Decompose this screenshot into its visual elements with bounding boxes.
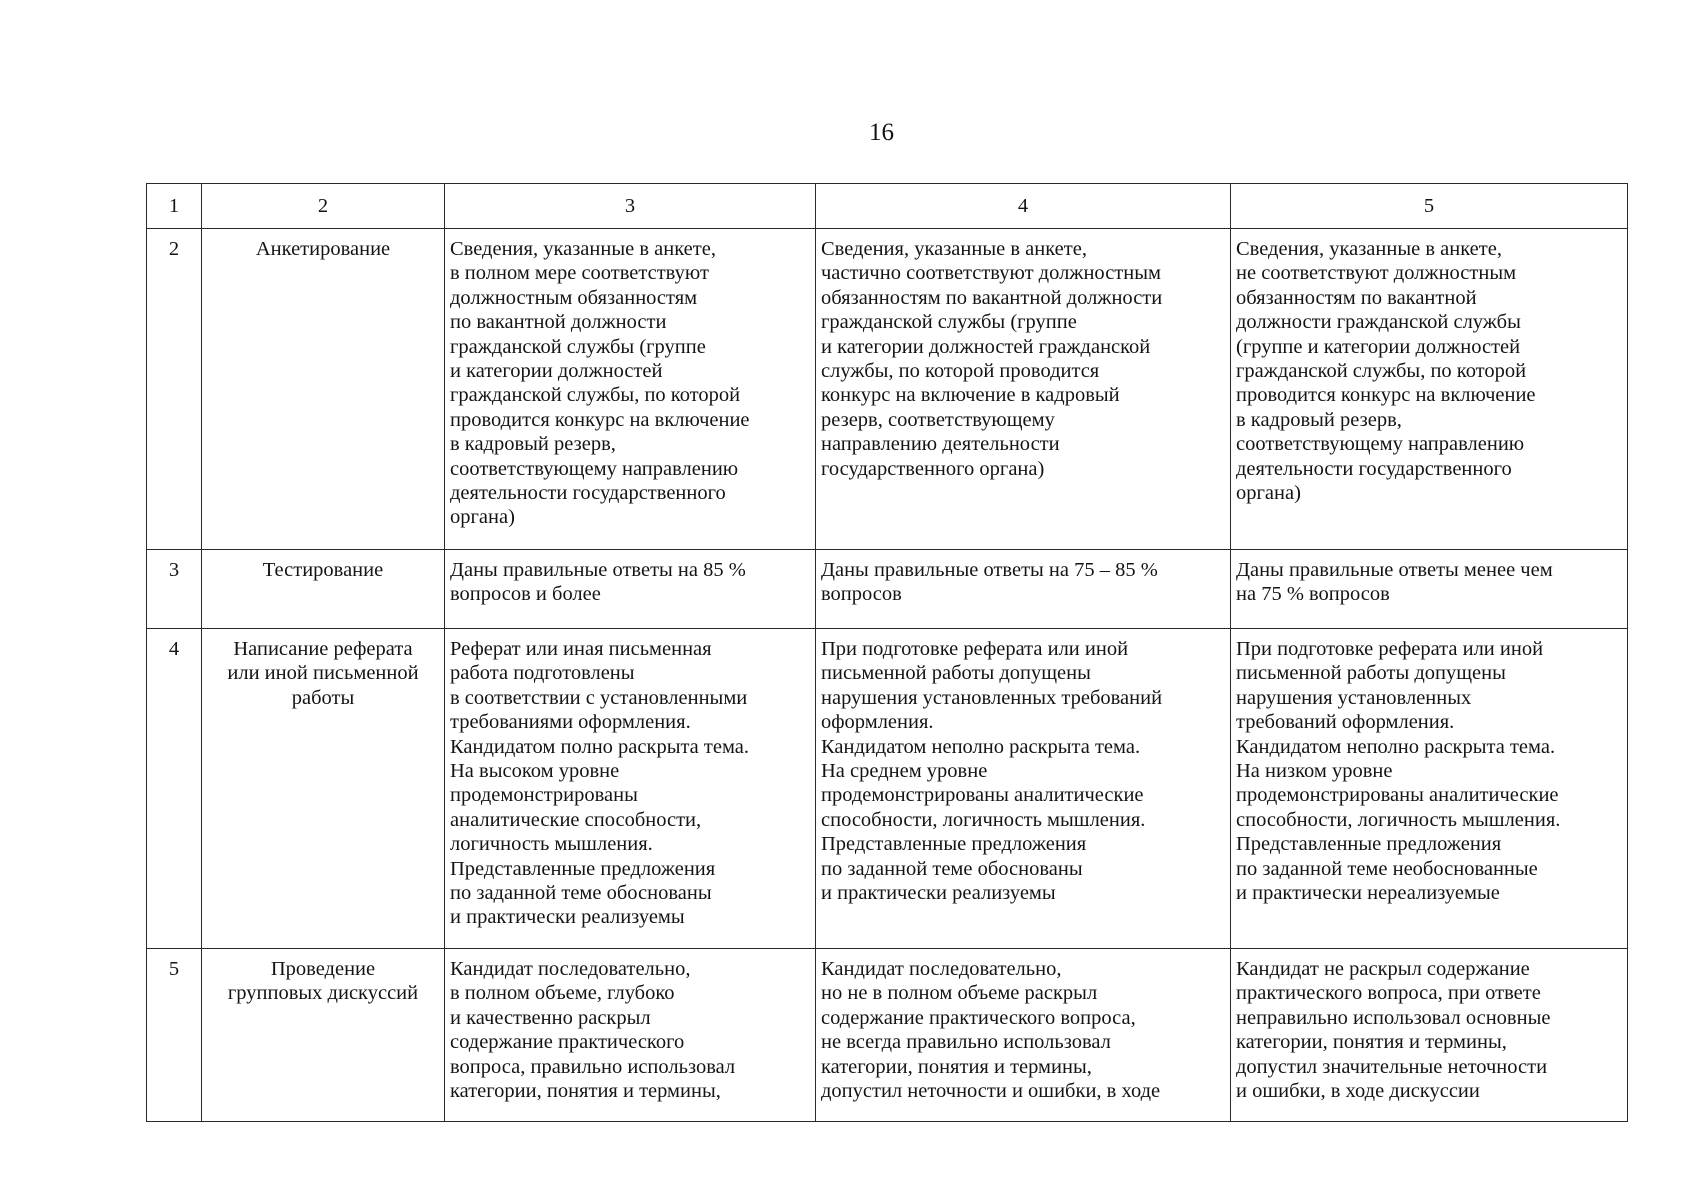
evaluation-criteria-table [146, 183, 1628, 1122]
header-cell-2: 2 [202, 184, 445, 229]
method-name: Проведение групповых дискуссий [202, 949, 445, 1122]
table-row [147, 629, 1628, 949]
criterion-high: Сведения, указанные в анкете, в полном мере соответствуют должностным обязанностям по вакантной должности гражданской службы (группе и категории должностей гражданской службы, по которой проводится конкурс на включение в кадровый резерв, соответствующему направлению деятельности государственного органа) [445, 229, 816, 550]
criterion-low: Кандидат не раскрыл содержание практического вопроса, при ответе неправильно использовал основные категории, понятия и термины, допустил значительные неточности и ошибки, в ходе дискуссии [1231, 949, 1628, 1122]
method-name: Тестирование [202, 550, 445, 629]
criterion-high: Реферат или иная письменная работа подготовлены в соответствии с установленными требованиями оформления. Кандидатом полно раскрыта тема. На высоком уровне продемонстрированы аналитические способности, логичность мышления. Представленные предложения по заданной теме обоснованы и практически реализуемы [445, 629, 816, 949]
criterion-low: При подготовке реферата или иной письменной работы допущены нарушения установленных требований оформления. Кандидатом неполно раскрыта тема. На низком уровне продемонстрированы аналитические способности, логичность мышления. Представленные предложения по заданной теме необоснованные и практически нереализуемые [1231, 629, 1628, 949]
page-number: 16 [869, 119, 894, 146]
criterion-medium: Сведения, указанные в анкете, частично соответствуют должностным обязанностям по вакантной должности гражданской службы (группе и категории должностей гражданской службы, по которой проводится конкурс на включение в кадровый резерв, соответствующему направлению деятельности государственного органа) [816, 229, 1231, 550]
table-row [147, 229, 1628, 550]
criterion-high: Кандидат последовательно, в полном объеме, глубоко и качественно раскрыл содержание практического вопроса, правильно использовал категории, понятия и термины, [445, 949, 816, 1122]
method-name: Анкетирование [202, 229, 445, 550]
criterion-low: Сведения, указанные в анкете, не соответствуют должностным обязанностям по вакантной должности гражданской службы (группе и категории должностей гражданской службы, по которой проводится конкурс на включение в кадровый резерв, соответствующему направлению деятельности государственного органа) [1231, 229, 1628, 550]
table-header-row [147, 184, 1628, 229]
method-name: Написание реферата или иной письменной работы [202, 629, 445, 949]
row-number: 4 [147, 629, 202, 949]
header-cell-5: 5 [1231, 184, 1628, 229]
table-row [147, 550, 1628, 629]
criterion-medium: При подготовке реферата или иной письменной работы допущены нарушения установленных требований оформления. Кандидатом неполно раскрыта тема. На среднем уровне продемонстрированы аналитические способности, логичность мышления. Представленные предложения по заданной теме обоснованы и практически реализуемы [816, 629, 1231, 949]
header-cell-4: 4 [816, 184, 1231, 229]
header-cell-1: 1 [147, 184, 202, 229]
row-number: 3 [147, 550, 202, 629]
row-number: 2 [147, 229, 202, 550]
table-row [147, 949, 1628, 1122]
header-cell-3: 3 [445, 184, 816, 229]
criterion-medium: Даны правильные ответы на 75 – 85 % вопросов [816, 550, 1231, 629]
row-number: 5 [147, 949, 202, 1122]
criterion-medium: Кандидат последовательно, но не в полном объеме раскрыл содержание практического вопроса, не всегда правильно использовал категории, понятия и термины, допустил неточности и ошибки, в ходе [816, 949, 1231, 1122]
criterion-low: Даны правильные ответы менее чем на 75 % вопросов [1231, 550, 1628, 629]
criterion-high: Даны правильные ответы на 85 % вопросов и более [445, 550, 816, 629]
